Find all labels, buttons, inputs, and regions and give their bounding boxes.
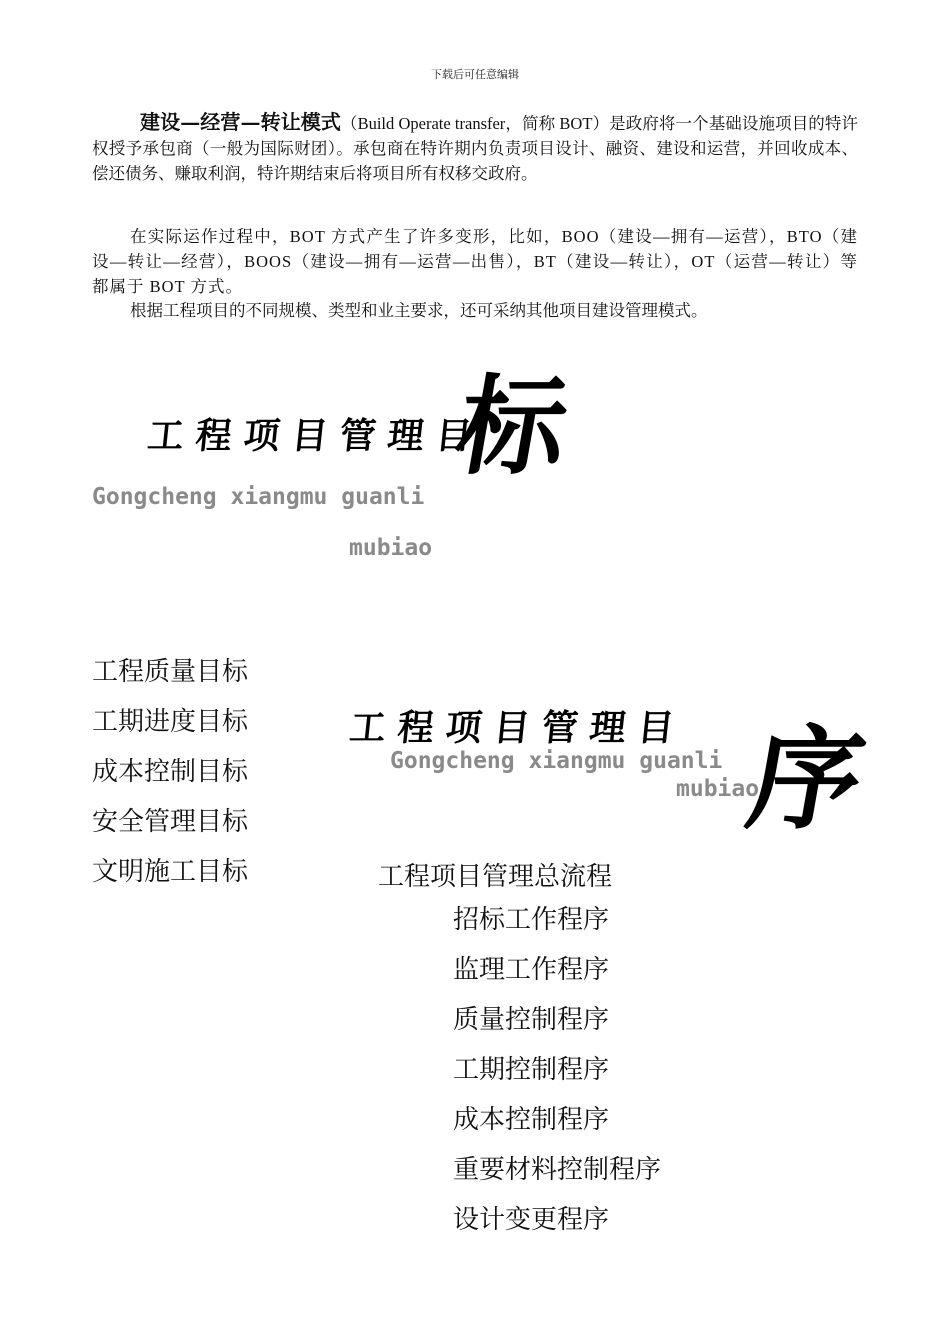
header-note: 下载后可任意编辑	[431, 68, 519, 81]
goals-list	[92, 655, 248, 905]
list-item: 监理工作程序	[453, 955, 610, 985]
list-item: 工程质量目标	[92, 657, 249, 687]
procedures-title: 工程项目管理目	[347, 707, 688, 749]
list-item: 成本控制目标	[92, 757, 249, 787]
list-item: 文明施工目标	[92, 857, 249, 887]
closing-paragraph: 根据工程项目的不同规模、类型和业主要求，还可采纳其他项目建设管理模式。	[130, 301, 708, 320]
procedures-big-char: 序	[738, 714, 874, 845]
list-item: 重要材料控制程序	[453, 1155, 662, 1185]
list-item: 设计变更程序	[453, 1205, 610, 1235]
procedures-pinyin-line2: mubiao	[676, 776, 760, 802]
intro-text: （Build Operate transfer，简称 BOT）是政府将一个基础设施项目的特许权授予承包商（一般为国际财团）。承包商在特许期内负责项目设计、融资、建设和运营，并回收成本、偿还债务、赚取利润，特许期结束后将项目所有权移交政府。	[92, 114, 858, 183]
procedures-pinyin-line1: Gongcheng xiangmu guanli	[390, 748, 723, 774]
list-item: 招标工作程序	[453, 905, 610, 935]
intro-paragraph	[92, 110, 858, 186]
intro-lead: 建设—经营—转让模式	[140, 110, 341, 134]
flow-heading: 工程项目管理总流程	[378, 862, 613, 892]
list-item: 安全管理目标	[92, 807, 249, 837]
list-item: 成本控制程序	[453, 1105, 610, 1135]
list-item: 工期进度目标	[92, 707, 249, 737]
variants-paragraph: 在实际运作过程中，BOT 方式产生了许多变形，比如，BOO（建设—拥有—运营），BTO（建设—转让—经营），BOOS（建设—拥有—运营—出售），BT（建设—转让），OT（运营—转让）等都属于 BOT 方式。	[92, 227, 858, 296]
list-item: 工期控制程序	[453, 1055, 610, 1085]
goals-big-char: 标	[447, 364, 578, 490]
goals-title: 工程项目管理目	[145, 415, 486, 457]
list-item: 质量控制程序	[453, 1005, 610, 1035]
goals-pinyin-line1: Gongcheng xiangmu guanli	[92, 484, 425, 510]
goals-pinyin-line2: mubiao	[349, 535, 433, 561]
procedures-list	[453, 903, 661, 1253]
